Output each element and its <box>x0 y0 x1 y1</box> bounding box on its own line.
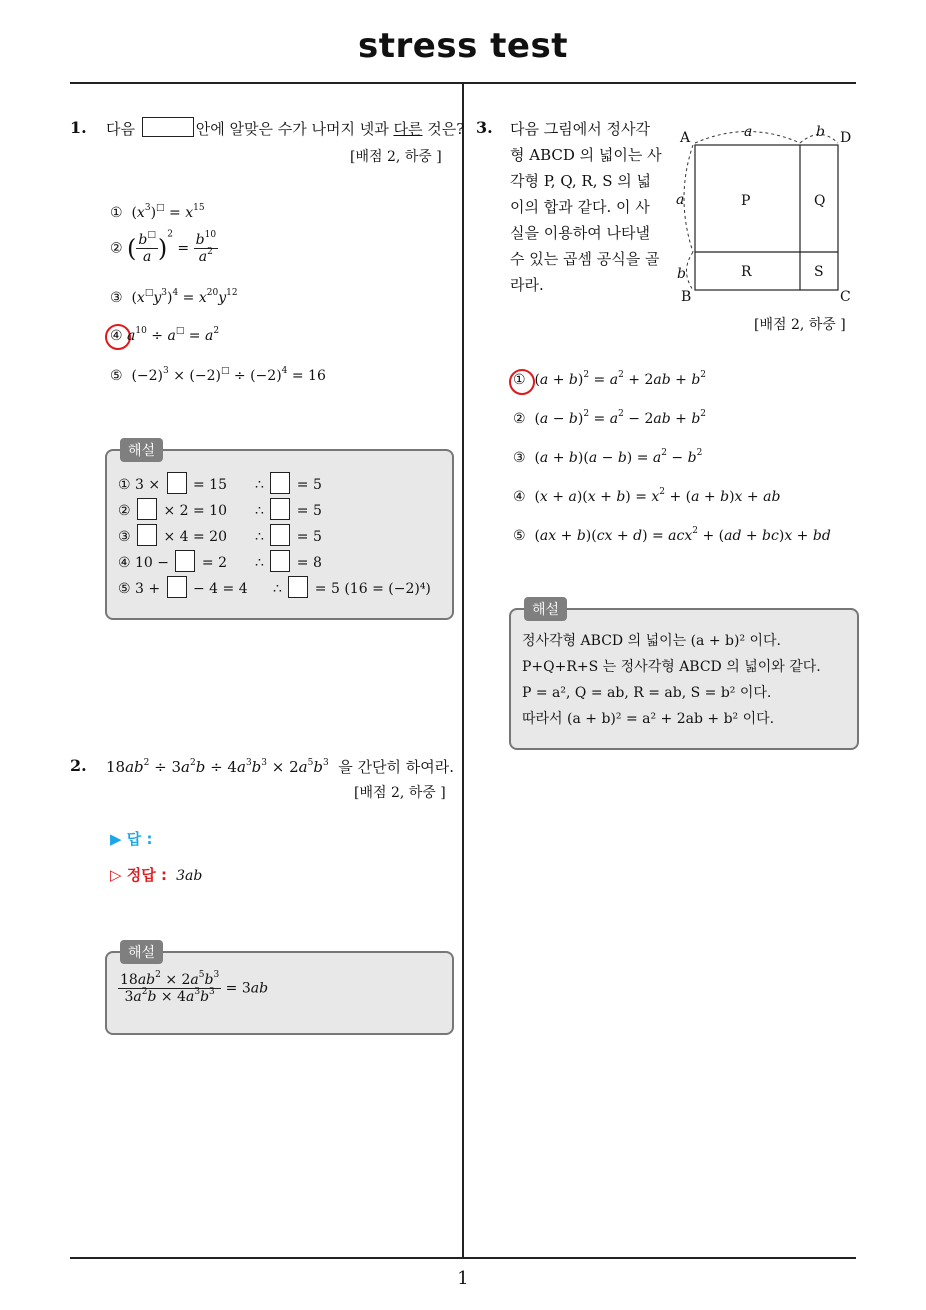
q1-option-2: ② ( $\frac{b^□}{a}$ )$^2$ = $\frac{b^{10}}{a^2}$ <box>110 229 217 265</box>
solution-blank-box <box>175 550 195 572</box>
solution-left-text: ⑤ 3 + <box>118 581 165 597</box>
solution-right-text: = 8 <box>292 555 322 571</box>
therefore-symbol: ∴ <box>273 581 287 597</box>
q3-solution-tag: 해설 <box>524 597 567 621</box>
q1-option-3: ③ $(x^□y^3)^4 = x^{20}y^{12}$ <box>110 288 238 306</box>
solution-blank-box <box>270 550 290 572</box>
solution-mid-text: − 4 = 4 <box>188 581 248 597</box>
solution-right-part <box>255 524 322 546</box>
solution-left-text: ③ <box>118 529 136 545</box>
q2-correct-value: 3ab <box>176 868 203 884</box>
q3-number: 3. <box>476 118 493 137</box>
q3-solution-lines <box>522 628 821 732</box>
footer-rule <box>70 1257 856 1259</box>
brace-left-a <box>684 145 693 252</box>
q2-solution-tag: 해설 <box>120 940 163 964</box>
solution-right-text: = 5 <box>292 503 322 519</box>
q1-solution-line <box>118 550 322 572</box>
solution-mid-text: × 4 = 20 <box>159 529 227 545</box>
page-title: stress test <box>358 26 568 66</box>
side-label-left-a: a <box>676 192 685 208</box>
side-label-left-b: b <box>677 266 686 282</box>
q1-blank-box <box>142 117 194 137</box>
corner-label-c: C <box>840 289 851 305</box>
q3-question-text <box>510 116 670 298</box>
solution-right-part <box>255 498 322 520</box>
solution-right-text: = 5 <box>292 477 322 493</box>
q1-solution-tag: 해설 <box>120 438 163 462</box>
q3-text-line: 각형 P, Q, R, S 의 넓 <box>510 172 652 190</box>
corner-label-d: D <box>840 130 852 146</box>
column-divider <box>462 83 464 1258</box>
solution-blank-box <box>167 576 187 598</box>
region-label-p: P <box>741 193 751 209</box>
region-label-q: Q <box>814 193 826 209</box>
q3-option-4: ④ $(x + a)(x + b) = x^2 + (a + b)x$ + ab <box>513 487 781 505</box>
q1-text-end: 것은? <box>427 120 465 138</box>
solution-blank-box <box>167 472 187 494</box>
q1-solution-line <box>118 524 322 546</box>
solution-left-text: ① 3 × <box>118 477 165 493</box>
q3-text-line: 라라. <box>510 276 544 294</box>
corner-label-a: A <box>680 130 691 146</box>
q2-number: 2. <box>70 756 87 775</box>
q2-solution-expr: $\frac{18ab^2 \times 2a^5b^3}{3a^2b \times 4a^3b^3}$ = 3ab <box>120 970 269 1005</box>
q3-score: [배점 2, 하중 ] <box>754 317 846 333</box>
q3-text-line: 수 있는 곱셈 공식을 골 <box>510 250 660 268</box>
q1-number: 1. <box>70 118 87 137</box>
q1-option-4: ④ $a^{10} \div a^□ = a^2$ <box>110 326 220 344</box>
q3-text-line: 이의 합과 같다. 이 사 <box>510 198 650 216</box>
q2-score: [배점 2, 하중 ] <box>354 785 446 801</box>
side-label-top-b: b <box>816 124 825 140</box>
solution-blank-box <box>270 498 290 520</box>
q2-answer-label: ▶ 답 : <box>110 830 153 848</box>
corner-label-b: B <box>681 289 692 305</box>
region-label-s: S <box>814 264 824 280</box>
solution-mid-text: = 2 <box>197 555 227 571</box>
q2-correct-answer <box>110 864 202 885</box>
therefore-symbol: ∴ <box>255 477 269 493</box>
solution-right-text: = 5 <box>292 529 322 545</box>
q1-solution-line <box>118 576 431 598</box>
q1-text-before: 다음 <box>106 120 135 138</box>
q3-text-line: 다음 그림에서 정사각 <box>510 120 650 138</box>
q2-correct-label: ▷ 정답 : <box>110 866 167 884</box>
brace-left-b <box>687 252 694 290</box>
q3-solution-line: P = a², Q = ab, R = ab, S = b² 이다. <box>522 685 772 701</box>
q3-text-line: 형 ABCD 의 넓이는 사 <box>510 146 662 164</box>
q3-square-figure <box>670 118 860 308</box>
q3-option-3: ③ $(a + b)(a - b) = a^2 - b^2$ <box>513 448 703 466</box>
solution-right-part <box>255 472 322 494</box>
q1-score: [배점 2, 하중 ] <box>350 149 442 165</box>
solution-blank-box <box>137 524 157 546</box>
q1-option-1: ① $(x^3)^□ = x^{15}$ <box>110 203 205 221</box>
solution-mid-text: × 2 = 10 <box>159 503 227 519</box>
solution-right-part <box>273 576 431 598</box>
solution-blank-box <box>270 524 290 546</box>
solution-right-text: = 5 (16 = (−2)⁴) <box>310 581 431 597</box>
q1-option-5: ⑤ $(-2)^3 \times (-2)^□ \div (-2)^4 = 16$ <box>110 366 326 384</box>
q3-option-2: ② $(a - b)^2 = a^2 - 2ab + b^2$ <box>513 409 707 427</box>
therefore-symbol: ∴ <box>255 555 269 571</box>
solution-blank-box <box>137 498 157 520</box>
therefore-symbol: ∴ <box>255 503 269 519</box>
q3-text-line: 실을 이용하여 나타낼 <box>510 224 650 242</box>
q3-option-1: ① $(a + b)^2 = a^2 + 2ab + b^2$ <box>513 370 707 388</box>
q3-solution-line: P+Q+R+S 는 정사각형 ABCD 의 넓이와 같다. <box>522 659 821 675</box>
q3-solution-line: 정사각형 ABCD 의 넓이는 (a + b)² 이다. <box>522 633 782 649</box>
solution-left-text: ④ 10 − <box>118 555 174 571</box>
solution-right-part <box>255 550 322 572</box>
q2-question-text: $18ab^2 \div 3a^2b \div 4a^3b^3 \times 2a^5b^3$ 을 간단히 하여라. <box>106 758 454 776</box>
q1-text-after: 안에 알맞은 수가 나머지 넷과 <box>195 120 389 138</box>
solution-blank-box <box>288 576 308 598</box>
q1-question-text <box>106 116 464 142</box>
page-number: 1 <box>457 1268 469 1289</box>
q1-text-underlined: 다른 <box>393 120 423 138</box>
q1-solution-line <box>118 472 322 494</box>
q1-solution-line <box>118 498 322 520</box>
region-label-r: R <box>741 264 752 280</box>
solution-blank-box <box>270 472 290 494</box>
therefore-symbol: ∴ <box>255 529 269 545</box>
solution-left-text: ② <box>118 503 136 519</box>
solution-mid-text: = 15 <box>188 477 227 493</box>
q3-option-5: ⑤ (ax + b)(cx + d) = acx$^2$ + (ad + bc)x + bd <box>513 526 831 544</box>
side-label-top-a: a <box>744 124 753 140</box>
q3-solution-line: 따라서 (a + b)² = a² + 2ab + b² 이다. <box>522 711 775 727</box>
